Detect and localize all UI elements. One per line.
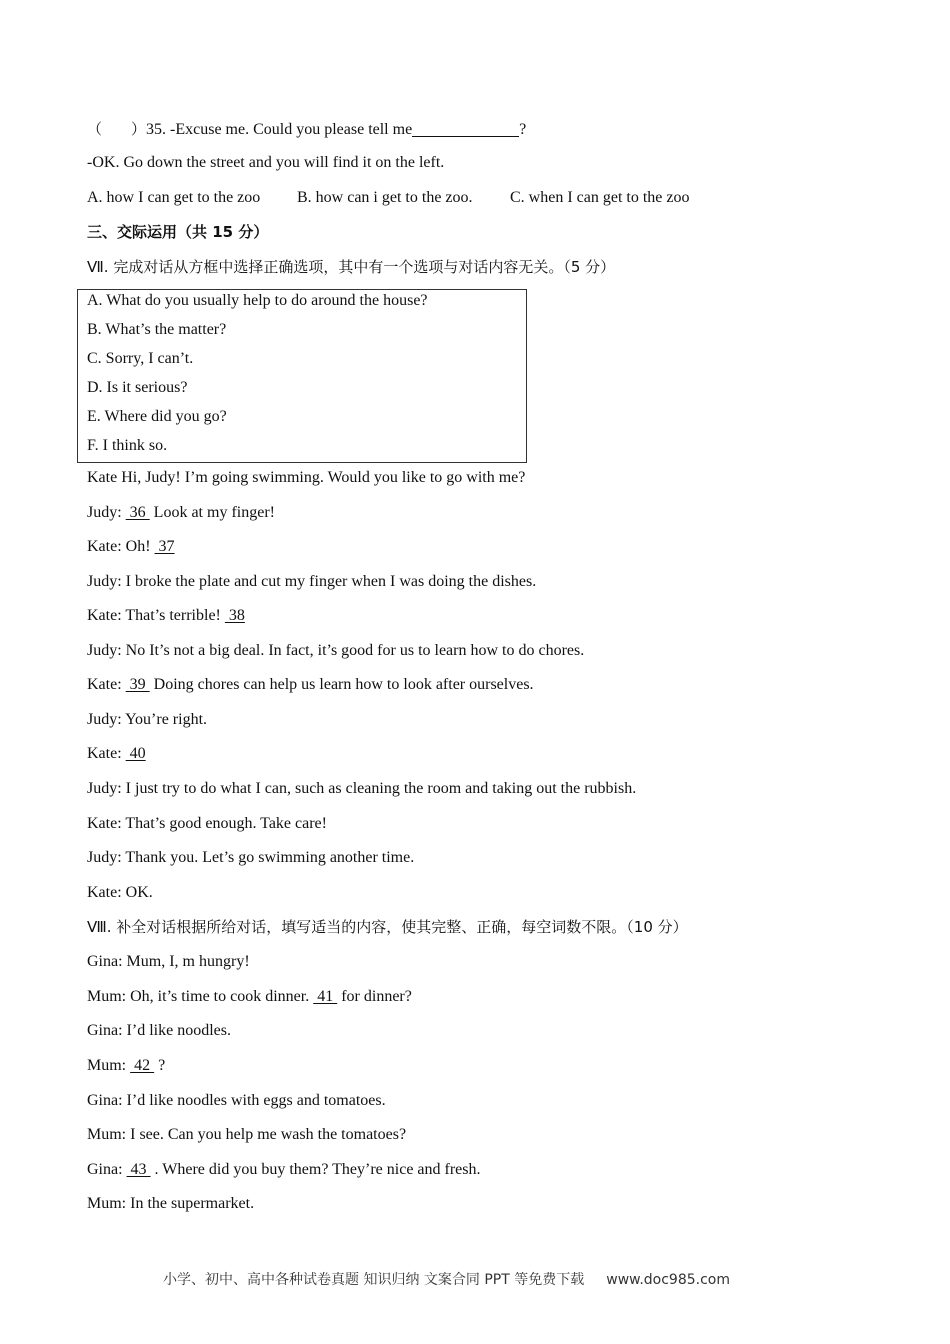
dialogue-line [87,572,536,592]
dialogue-line [87,606,245,626]
option-b: B. how can i get to the zoo. [297,189,473,206]
option-a: A. how I can get to the zoo [87,189,261,206]
answer-blank [412,120,519,137]
line-text: Kate: That’s good enough. Take care! [87,815,327,832]
line-text: Judy: Thank you. Let’s go swimming another time. [87,849,415,866]
part-7-title: Ⅶ. 完成对话从方框中选择正确选项，其中有一个选项与对话内容无关。（5 分） [87,258,616,276]
speaker-text: Kate: [87,745,126,762]
line-text: . Where did you buy them? They’re nice and fresh. [150,1161,481,1178]
line-text: Judy: You’re right. [87,711,208,728]
line-text: Mum: In the supermarket. [87,1195,255,1212]
part-8-title: Ⅷ. 补全对话根据所给对话，填写适当的内容，使其完整、正确，每空词数不限。（10 分） [87,918,688,936]
dialogue-line [87,987,412,1007]
dialogue-line [87,1021,231,1041]
blank-36: 36 [125,504,150,521]
dialogue-line [87,1056,165,1076]
line-text: Gina: I’d like noodles. [87,1022,231,1039]
line-text: Look at my finger! [149,504,275,521]
blank-42: 42 [130,1057,155,1074]
question-35-end: ? [519,121,527,138]
dialogue-line [87,641,584,661]
speaker-text: Mum: [87,1057,131,1074]
footer-link[interactable]: www.doc985.com [606,1272,730,1288]
dialogue-line [87,883,153,903]
dialogue-line [87,537,175,557]
dialogue-line [87,779,636,799]
line-text: Doing chores can help us learn how to look after ourselves. [149,676,534,693]
dialogue-line [87,1091,386,1111]
box-option-b: B. What’s the matter? [87,321,227,338]
dialogue-line [87,952,250,972]
line-text: Judy: No It’s not a big deal. In fact, it’s good for us to learn how to do chores. [87,642,585,659]
line-text: Gina: Mum, I, m hungry! [87,953,250,970]
question-35-text: 35. -Excuse me. Could you please tell me [146,121,413,138]
line-text: Judy: I broke the plate and cut my finger when I was doing the dishes. [87,573,537,590]
line-text: Kate Hi, Judy! I’m going swimming. Would you like to go with me? [87,469,526,486]
box-option-f: F. I think so. [87,437,168,454]
question-35 [87,119,526,140]
line-text: Judy: I just try to do what I can, such as cleaning the room and taking out the rubbish. [87,780,637,797]
speaker-text: Mum: Oh, it’s time to cook dinner. [87,988,314,1005]
box-option-d: D. Is it serious? [87,379,188,396]
dialogue-line [87,710,207,730]
box-option-a: A. What do you usually help to do around the house? [87,292,428,309]
blank-37: 37 [154,538,175,555]
options-box [77,289,527,463]
dialogue-line [87,675,534,695]
blank-38: 38 [224,607,245,624]
line-text: ? [154,1057,166,1074]
dialogue-line [87,814,327,834]
blank-40: 40 [125,745,146,762]
dialogue-line [87,1160,481,1180]
speaker-text: Judy: [87,504,126,521]
page-footer [163,1269,730,1289]
line-text: Gina: I’d like noodles with eggs and tomatoes. [87,1092,386,1109]
blank-39: 39 [125,676,150,693]
line-text: Kate: OK. [87,884,153,901]
dialogue-line [87,468,525,488]
answer-paren-close: ） [131,120,147,138]
line-text: Mum: I see. Can you help me wash the tomatoes? [87,1126,407,1143]
footer-text: 小学、初中、高中各种试卷真题 知识归纳 文案合同 PPT 等免费下载 [163,1272,585,1288]
dialogue-line [87,1194,254,1214]
box-option-c: C. Sorry, I can’t. [87,350,194,367]
dialogue-line [87,1125,406,1145]
line-text: for dinner? [337,988,412,1005]
answer-paren-open: （ [87,120,103,138]
question-35-options [87,188,690,208]
dialogue-line [87,744,146,764]
speaker-text: Kate: Oh! [87,538,155,555]
option-c: C. when I can get to the zoo [510,189,690,206]
speaker-text: Kate: That’s terrible! [87,607,225,624]
blank-41: 41 [313,988,338,1005]
speaker-text: Kate: [87,676,126,693]
blank-43: 43 [126,1161,151,1178]
dialogue-line [87,503,275,523]
section-3-title: 三、交际运用（共 15 分） [87,223,269,241]
speaker-text: Gina: [87,1161,127,1178]
box-option-e: E. Where did you go? [87,408,227,425]
question-35-reply: -OK. Go down the street and you will find it on the left. [87,154,445,171]
dialogue-line [87,848,414,868]
